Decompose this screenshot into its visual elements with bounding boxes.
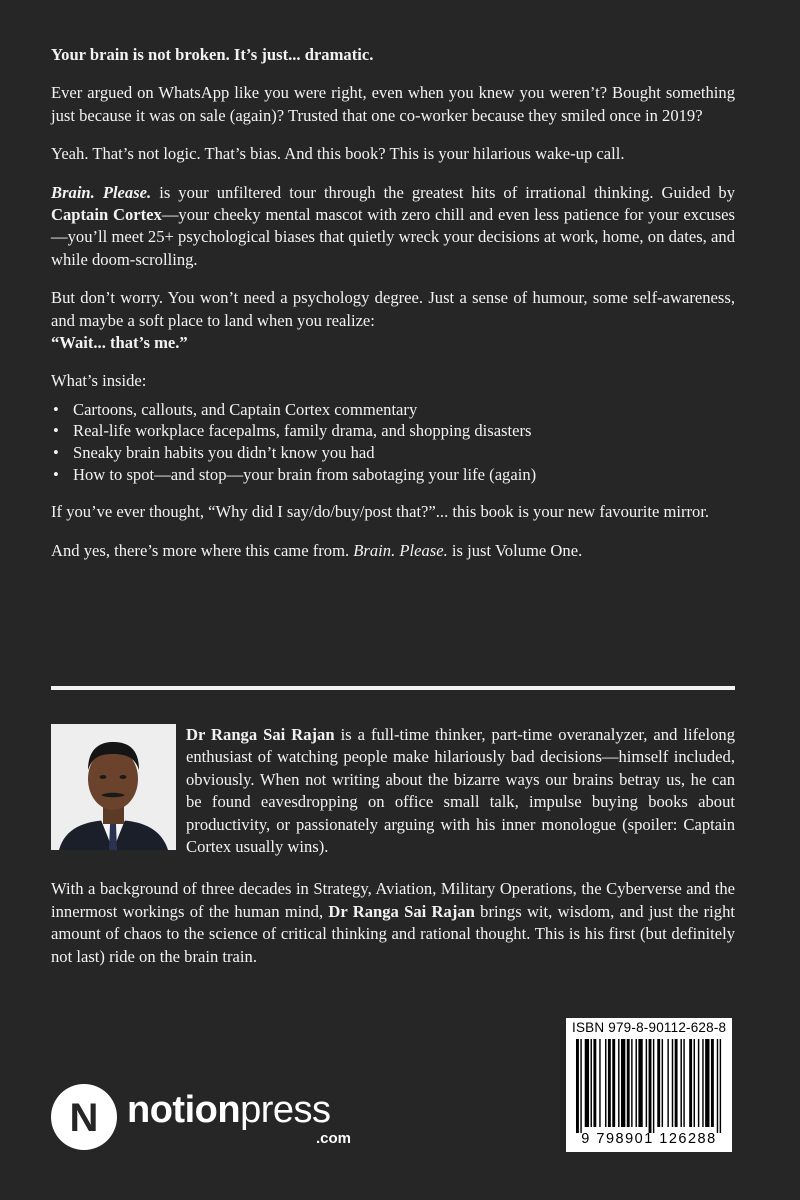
barcode-bar	[599, 1039, 600, 1127]
author-photo	[51, 724, 176, 850]
barcode-bar	[662, 1039, 663, 1127]
barcode-bar	[635, 1039, 636, 1127]
barcode-digits: 9 798901 126288	[581, 1131, 717, 1147]
barcode-bar	[680, 1039, 681, 1127]
barcode-bar	[717, 1039, 718, 1133]
barcode-bar	[580, 1039, 581, 1133]
section-divider	[51, 686, 735, 690]
author-bio	[51, 724, 735, 982]
logo-letter: N	[69, 1096, 99, 1140]
barcode-bar	[612, 1039, 615, 1127]
quote: “Wait... that’s me.”	[51, 333, 188, 353]
barcode-bar	[672, 1039, 673, 1127]
barcode-bar	[646, 1039, 647, 1127]
book-title: Brain. Please.	[51, 182, 152, 202]
author-name: Dr Ranga Sai Rajan	[328, 901, 475, 921]
blurb-paragraph-2: Yeah. That’s not logic. That’s bias. And this book? This is your hilarious wake-up call.	[51, 144, 625, 164]
barcode-icon	[576, 1039, 724, 1133]
barcode-bar	[605, 1039, 606, 1127]
blurb-paragraph-5: If you’ve ever thought, “Why did I say/do/buy/post that?”... this book is your new favourite mirror.	[51, 502, 710, 522]
publisher-domain: .com	[316, 1130, 352, 1147]
barcode-bar	[653, 1039, 654, 1133]
barcode-bar	[667, 1039, 668, 1127]
barcode-bar	[657, 1039, 660, 1127]
barcode-bar	[593, 1039, 596, 1127]
barcode-bar	[585, 1039, 589, 1127]
author-bio-paragraph-2: With a background of three decades in Strategy, Aviation, Military Operations, the Cyberverse and the innermost workings of the human mind, Dr Ranga Sai Rajan brings wit, wisdom, and just the right amount of chaos to the science of critical thinking and rational thought. This is his first (but definitely not last) ride on the brain train.	[51, 879, 735, 966]
barcode-bar	[711, 1039, 714, 1127]
barcode-bar	[591, 1039, 592, 1127]
barcode-bar	[627, 1039, 630, 1127]
list-item: • Sneaky brain habits you didn’t know you had	[51, 442, 735, 464]
mascot-name: Captain Cortex	[51, 205, 162, 225]
list-item: • Cartoons, callouts, and Captain Cortex commentary	[51, 399, 735, 421]
blurb-paragraph-1: Ever argued on WhatsApp like you were right, even when you knew you weren’t? Bought something just because it was on sale (again)? Trusted that one co-worker because they smiled once in 2019?	[51, 83, 735, 125]
isbn-barcode-box	[566, 1018, 732, 1152]
author-name: Dr Ranga Sai Rajan	[186, 725, 335, 744]
inside-heading: What’s inside:	[51, 371, 147, 391]
barcode-bar	[638, 1039, 642, 1127]
back-cover-blurb	[51, 44, 735, 578]
barcode-bar	[608, 1039, 611, 1127]
barcode-bar	[720, 1039, 721, 1133]
publisher-logo	[51, 1084, 371, 1154]
publisher-name: notionpress	[127, 1089, 331, 1131]
blurb-paragraph-6: And yes, there’s more where this came from. Brain. Please. is just Volume One.	[51, 540, 583, 560]
list-item: • Real-life workplace facepalms, family drama, and shopping disasters	[51, 420, 735, 442]
barcode-bar	[689, 1039, 692, 1127]
author-bio-paragraph-1: Dr Ranga Sai Rajan is a full-time thinker, part-time overanalyzer, and lifelong enthusiast of watching people make hilariously bad decisions—himself included, obviously. When not writing about the bizarre ways our brains betray us, he can be found eavesdropping on office small talk, impulse buying books about productivity, or passionately arguing with his inner monologue (spoiler: Captain Cortex usually wins).	[186, 725, 735, 857]
barcode-bar	[705, 1039, 709, 1127]
list-item: • How to spot—and stop—your brain from sabotaging your life (again)	[51, 464, 735, 486]
publisher-logo-icon	[51, 1084, 117, 1150]
book-title: Brain. Please.	[353, 540, 448, 560]
headline: Your brain is not broken. It’s just... dramatic.	[51, 45, 374, 64]
barcode-bar	[576, 1039, 579, 1133]
barcode-bar	[694, 1039, 695, 1127]
barcode-bar	[702, 1039, 703, 1127]
inside-list	[51, 399, 735, 485]
barcode-bar	[618, 1039, 619, 1127]
blurb-paragraph-3: Brain. Please. is your unfiltered tour through the greatest hits of irrational thinking. Guided by Captain Cortex—your cheeky mental mascot with zero chill and even less patience for your excuses—you’ll meet 25+ psychological biases that quietly wreck your decisions at work, home, on dates, and while doom-scrolling.	[51, 182, 735, 269]
isbn-label: ISBN 979-8-90112-628-8	[572, 1020, 727, 1035]
barcode-bar	[621, 1039, 625, 1127]
blurb-paragraph-4: But don’t worry. You won’t need a psychology degree. Just a sense of humour, some self-awareness, and maybe a soft place to land when you realize: “Wait... that’s me.”	[51, 288, 735, 353]
barcode-bar	[683, 1039, 684, 1127]
barcode-bar	[631, 1039, 632, 1127]
barcode-bar	[649, 1039, 652, 1133]
barcode-bar	[675, 1039, 678, 1127]
barcode-bar	[698, 1039, 699, 1127]
